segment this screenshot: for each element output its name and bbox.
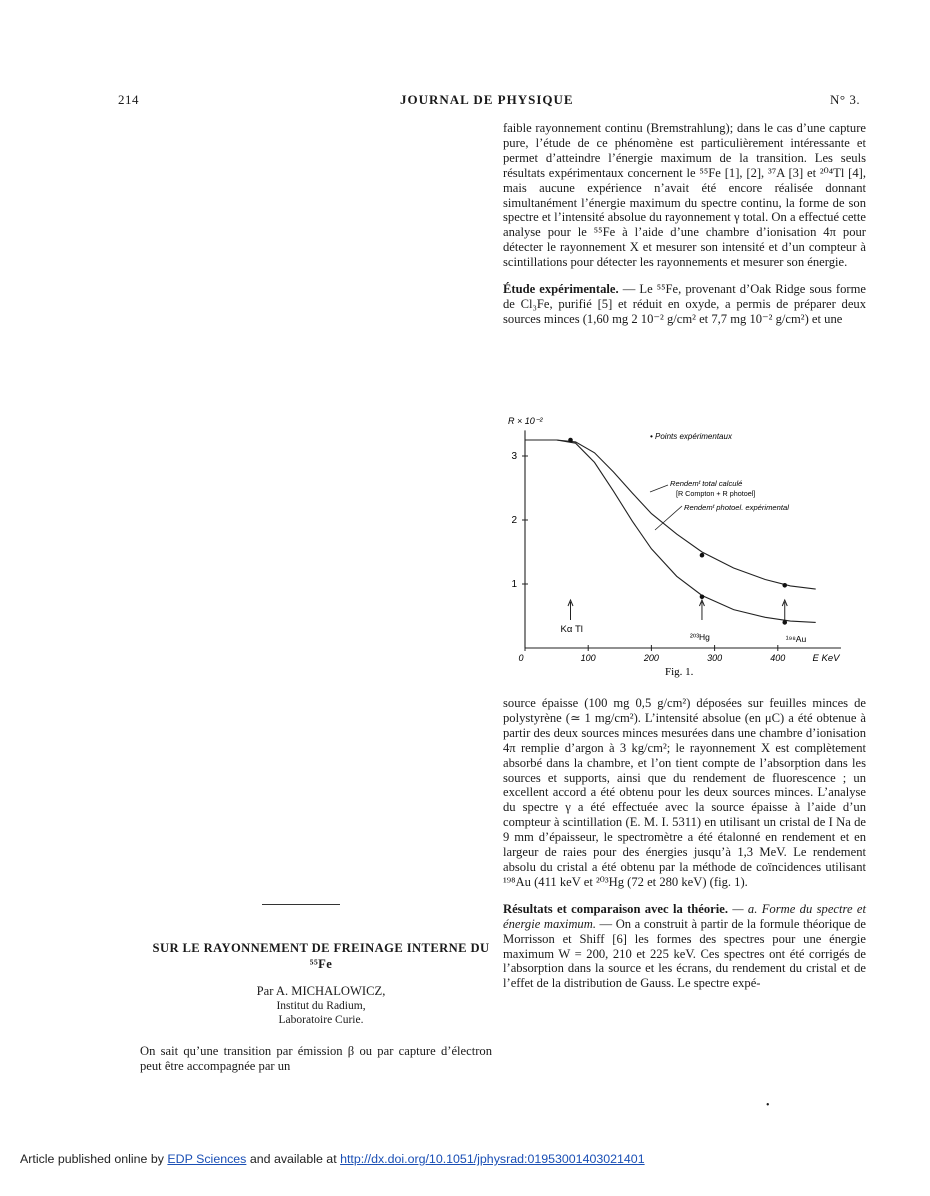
series-line-2 [525, 440, 816, 622]
separator-rule [262, 904, 340, 905]
journal-title: JOURNAL DE PHYSIQUE [400, 92, 574, 107]
x-tick-label: 400 [770, 653, 786, 663]
figure-1-chart [500, 408, 880, 693]
y-axis-label: R × 10⁻² [508, 416, 543, 426]
chart-points [568, 438, 787, 625]
marker-label-hg: ²⁰³Hg [689, 632, 710, 642]
paragraph: source épaisse (100 mg 0,5 g/cm²) déposées sur feuilles minces de polystyrène (≃ 1 mg/cm²). L’intensité absolue (en μC) a été obtenue à partir des deux sources minces mesurées dans une chambre d’ionisation 4π remplie d’argon à 3 kg/cm²; le rayonnement X est complètement absorbé dans la chambre, et l’on tient compte de l’absorption dans les sources et supports, ainsi que du rendement de fluorescence ; un excellent accord a été obtenu pour les deux sources minces. L’analyse du spectre γ a été effectuée avec la source épaisse à l’aide d’un compteur à scintillation (E. M. I. 5311) en utilisant un cristal de I Na de 9 mm d’épaisseur, le spectromètre a été étalonné en rendement et en largeur de raies pour des énergies jusqu’à 1,3 MeV. Le rendement absolu du cristal a été obtenu par la méthode de coïncidences utilisant ¹⁹⁸Au (411 keV et ²⁰³Hg (72 et 280 keV) (fig. 1). [503, 696, 866, 889]
doi-link[interactable]: http://dx.doi.org/10.1051/jphysrad:01953001403021401 [340, 1152, 645, 1166]
publication-footer [20, 1152, 920, 1166]
affiliation-line-1: Institut du Radium, [276, 1000, 366, 1012]
chart-markers [561, 600, 807, 644]
paragraph [503, 282, 866, 327]
paragraph [503, 902, 866, 991]
paragraph-text: — Le ⁵⁵Fe, provenant d’Oak Ridge sous forme de Cl₃Fe, purifié [5] et réduit en oxyde, a permis de préparer deux sources minces (1,60 mg 2 10⁻² g/cm² et 7,7 mg 10⁻² g/cm²) et une [503, 282, 866, 326]
curve-label-total: Rendemᵗ total calculé [670, 479, 743, 488]
figure-caption: Fig. 1. [665, 666, 694, 678]
data-point [700, 553, 705, 558]
footer-middle: and available at [246, 1152, 341, 1166]
x-tick-label: 300 [707, 653, 723, 663]
x-axis-label: E KeV [812, 653, 840, 664]
issue-number: N° 3. [830, 92, 861, 107]
affiliation-line-2: Laboratoire Curie. [278, 1014, 364, 1026]
stray-dot: • [766, 1100, 770, 1111]
article-title: SUR LE RAYONNEMENT DE FREINAGE INTERNE DU ⁵⁵Fe [152, 941, 490, 971]
x-tick-label: 0 [518, 653, 524, 663]
marker-label-au: ¹⁹⁸Au [785, 634, 807, 644]
x-tick-label: 200 [643, 653, 659, 663]
data-point [782, 583, 787, 588]
y-tick-label: 2 [511, 515, 517, 526]
right-column-bottom [503, 696, 866, 991]
article-author: Par A. MICHALOWICZ, [256, 984, 386, 998]
y-tick-label: 1 [511, 579, 517, 590]
subsection-heading: — a. Forme du spectre et énergie maximum. [503, 901, 866, 931]
x-tick-label: 100 [580, 653, 596, 663]
section-heading: Résultats et comparaison avec la théorie. [503, 901, 729, 916]
paragraph: On sait qu’une transition par émission β ou par capture d’électron peut être accompagnée par un [140, 1044, 492, 1073]
data-point [700, 595, 705, 600]
data-point [782, 620, 787, 625]
paragraph: faible rayonnement continu (Bremstrahlung); dans le cas d’une capture pure, l’étude de ce phénomène est particulièrement intéressante et permet d’atteindre l’énergie maximum de la transition. Les seuls résultats expérimentaux concernent le ⁵⁵Fe [1], [2], ³⁷A [3] et ²⁰⁴Tl [4], mais aucune expérience n’avait été encore réalisée donnant simultanément l’énergie maximum du spectre continu, la forme de son spectre et l’intensité absolue du rayonnement γ total. On a effectué cette analyse pour le ⁵⁵Fe à l’aide d’une chambre d’ionisation 4π pour détecter le rayonnement X et mesurer son intensité et d’un compteur à scintillations pour détecter les rayonnements et mesurer son énergie. [503, 121, 866, 270]
page-number: 214 [118, 92, 139, 107]
paragraph-text: — On a construit à partir de la formule théorique de Morrisson et Shiff [6] les formes des spectres pour une énergie maximum W = 200, 210 et 225 keV. Ces spectres ont été corrigés de l’absorption dans la source et les écrans, du rendement du cristal et de l’effet de la distribution de Gauss. Le spectre expé- [503, 916, 866, 991]
leader-line-total [650, 485, 668, 492]
y-tick-label: 3 [511, 451, 517, 462]
publisher-link[interactable]: EDP Sciences [167, 1152, 247, 1166]
footer-prefix: Article published online by [20, 1152, 168, 1166]
section-heading: Étude expérimentale. [503, 282, 619, 297]
marker-label-kalpha: Kα Tl [560, 624, 583, 635]
data-point [568, 438, 573, 443]
right-column-top [503, 121, 866, 327]
chart-labels [650, 432, 789, 678]
legend-points-label: • Points expérimentaux [650, 432, 732, 441]
curve-label-total-sub: [R Compton + R photoel] [676, 489, 756, 498]
article-intro [140, 1044, 492, 1074]
chart-series [525, 440, 816, 622]
leader-line-photoel [655, 506, 682, 530]
curve-label-photoel: Rendemᵗ photoel. expérimental [684, 503, 789, 512]
series-line-1 [525, 440, 816, 589]
chart-axes [508, 416, 841, 664]
